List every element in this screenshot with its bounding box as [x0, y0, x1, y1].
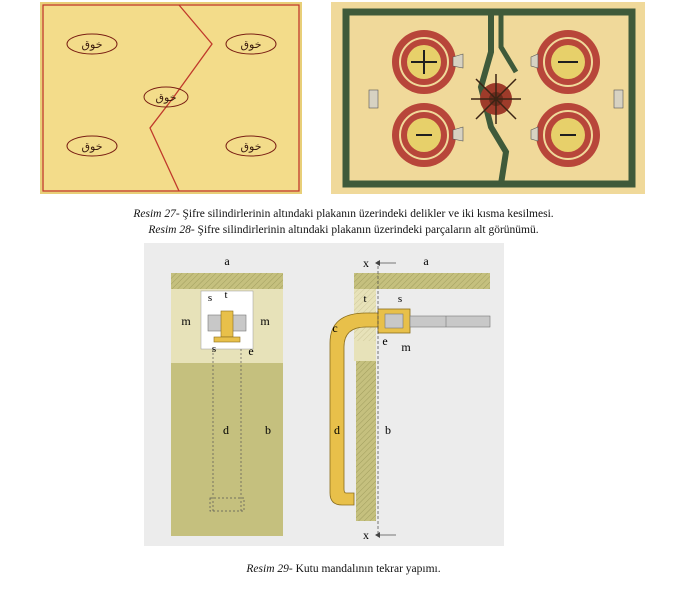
label-m-right: m [260, 314, 270, 328]
label-c: c [332, 321, 338, 335]
caption-27-text: Şifre silindirlerinin altındaki plakanın üzerindeki delikler ve iki kısma kesilmesi. [179, 208, 554, 220]
label-a-right: a [423, 254, 429, 268]
label-e: e [248, 344, 254, 358]
label-m-left: m [181, 314, 191, 328]
caption-figure-27 [0, 208, 687, 220]
figure-28-manuscript-underside [331, 2, 645, 194]
label-t: t [224, 289, 228, 301]
label-d-right: d [334, 423, 340, 437]
svg-text:خوق: خوق [81, 39, 103, 51]
label-a: a [224, 254, 230, 268]
caption-27-label: Resim 27- [133, 208, 180, 220]
label-d: d [223, 423, 229, 437]
figure-29-latch-reconstruction [144, 243, 504, 546]
svg-text:خوق: خوق [155, 92, 177, 104]
svg-text:خوق: خوق [81, 141, 103, 153]
svg-text:خوق: خوق [240, 141, 262, 153]
label-s-right: s [397, 293, 403, 305]
figure-27-manuscript-plate [40, 2, 302, 194]
label-m-side: m [401, 340, 411, 354]
label-s-bottom: s [211, 343, 217, 355]
caption-28-label: Resim 28- [148, 224, 195, 236]
label-s-top: s [207, 292, 213, 304]
label-e-right: e [382, 334, 388, 348]
caption-29-label: Resim 29- [246, 563, 293, 575]
svg-text:خوق: خوق [240, 39, 262, 51]
caption-29-text: Kutu mandalının tekrar yapımı. [292, 563, 441, 575]
caption-figure-29 [0, 563, 687, 575]
label-b-right: b [385, 423, 391, 437]
latch-front-view [171, 254, 283, 536]
label-b: b [265, 423, 271, 437]
caption-figure-28 [0, 224, 687, 236]
central-rosette [471, 74, 521, 124]
label-x-top: x [363, 256, 369, 270]
label-t-right: t [363, 293, 367, 305]
label-x-bottom: x [363, 528, 369, 542]
caption-28-text: Şifre silindirlerinin altındaki plakanın üzerindeki parçaların alt görünümü. [194, 224, 539, 236]
